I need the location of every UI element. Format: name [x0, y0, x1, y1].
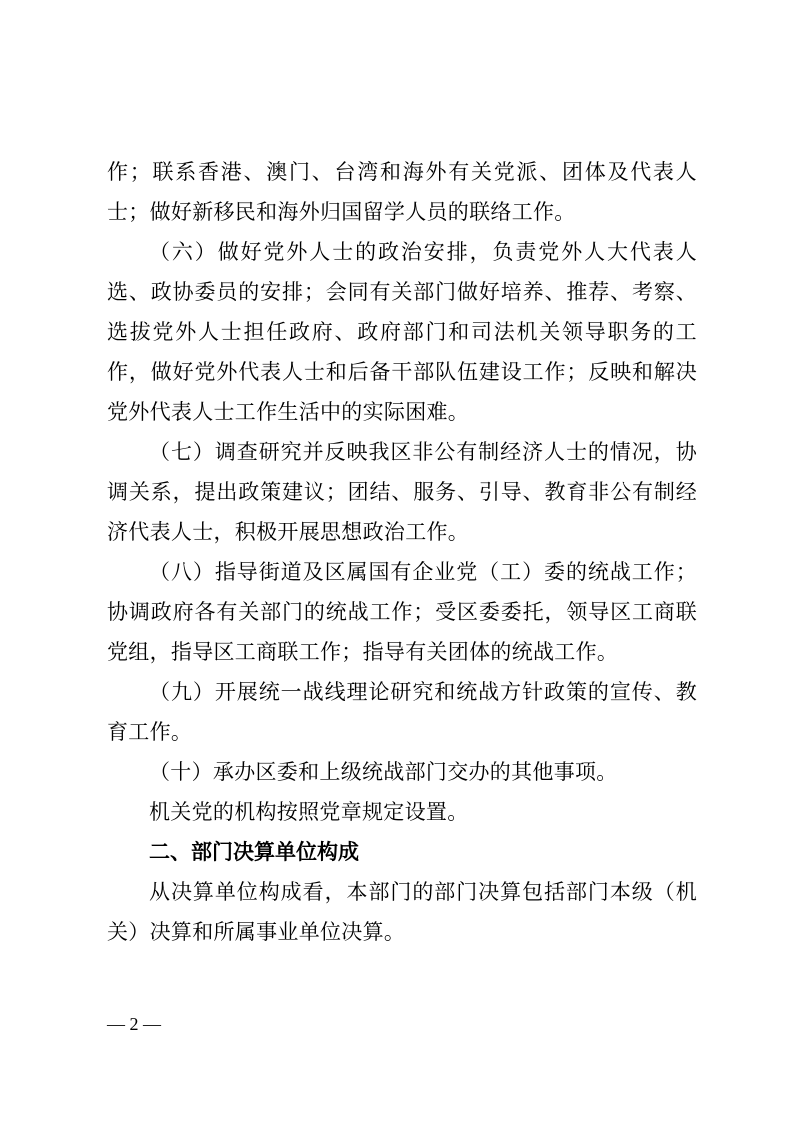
- paragraph-item-8: （八）指导街道及区属国有企业党（工）委的统战工作；协调政府各有关部门的统战工作；受区委委托，领导区工商联党组，指导区工商联工作；指导有关团体的统战工作。: [107, 560, 697, 664]
- paragraph-party-organization: 机关党的机构按照党章规定设置。: [149, 800, 469, 824]
- document-body: [107, 152, 697, 952]
- paragraph-item-10: （十）承办区委和上级统战部门交办的其他事项。: [149, 760, 618, 784]
- paragraph-item-9: （九）开展统一战线理论研究和统战方针政策的宣传、教育工作。: [107, 680, 697, 744]
- page-number: — 2 —: [107, 1014, 161, 1034]
- section-paragraph: 从决算单位构成看，本部门的部门决算包括部门本级（机关）决算和所属事业单位决算。: [107, 880, 697, 944]
- section-heading: 二、部门决算单位构成: [149, 840, 359, 864]
- paragraph-item-6: （六）做好党外人士的政治安排，负责党外人大代表人选、政协委员的安排；会同有关部门做好培养、推荐、考察、选拔党外人士担任政府、政府部门和司法机关领导职务的工作，做好党外代表人士和后备干部队伍建设工作；反映和解决党外代表人士工作生活中的实际困难。: [107, 240, 697, 424]
- paragraph-continued: 作；联系香港、澳门、台湾和海外有关党派、团体及代表人士；做好新移民和海外归国留学人员的联络工作。: [107, 160, 697, 224]
- paragraph-item-7: （七）调查研究并反映我区非公有制经济人士的情况，协调关系，提出政策建议；团结、服务、引导、教育非公有制经济代表人士，积极开展思想政治工作。: [107, 440, 697, 544]
